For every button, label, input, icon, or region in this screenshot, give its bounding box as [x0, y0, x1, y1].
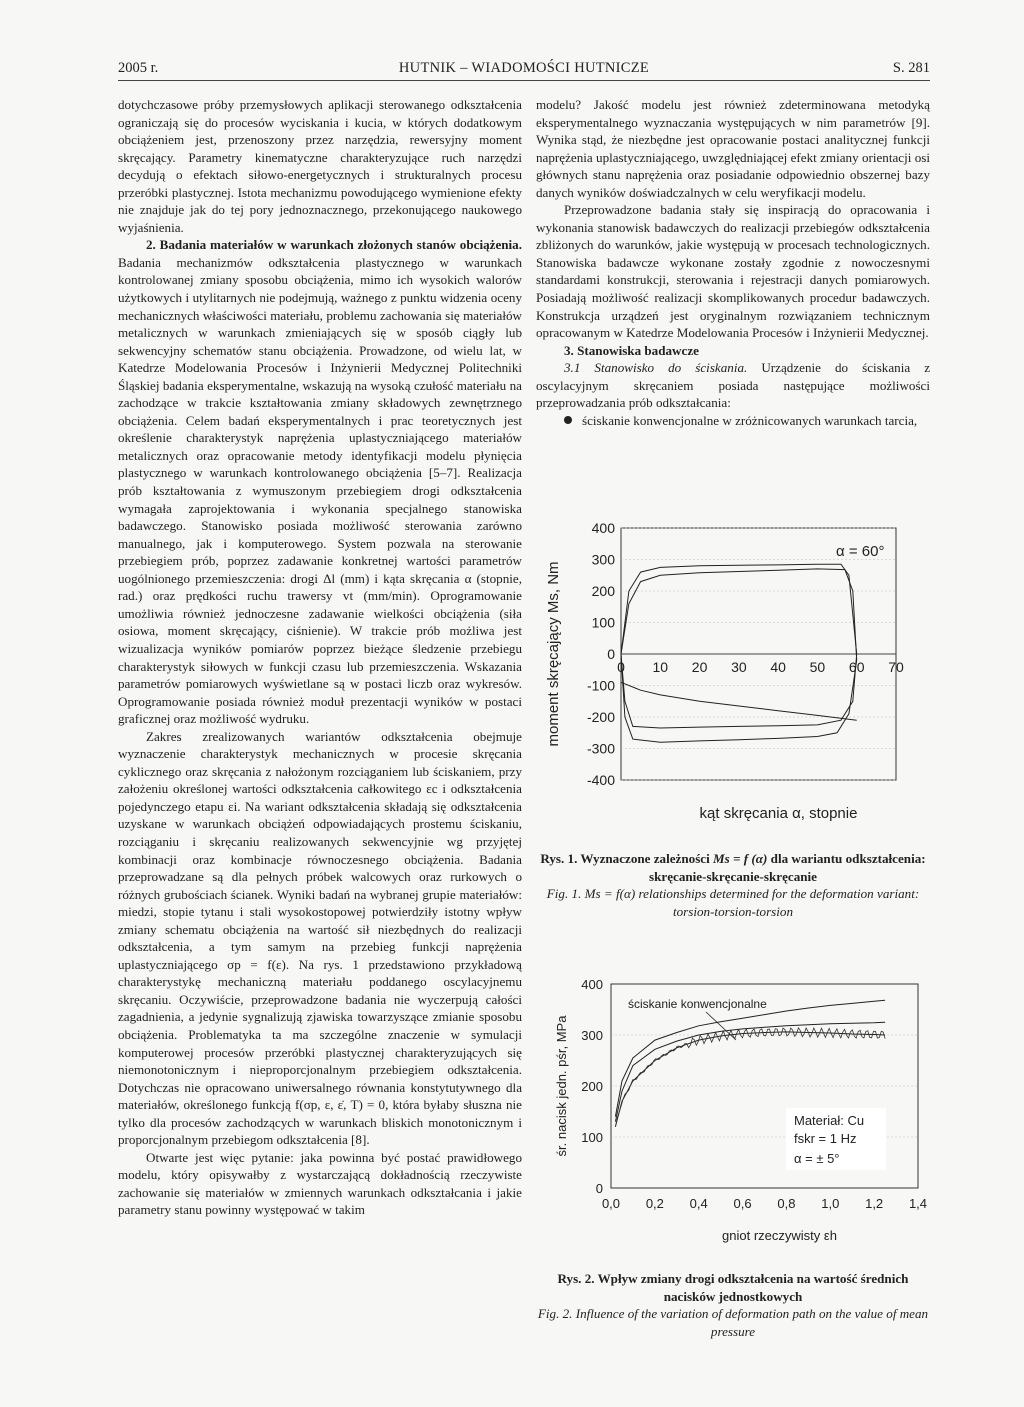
x-tick-label: 50: [809, 659, 826, 675]
x-tick-label: 0: [617, 659, 625, 675]
header-year: 2005 r.: [118, 60, 159, 76]
y-tick-label: 300: [591, 551, 615, 568]
page-header: [118, 58, 930, 81]
figure-1-caption-pl: Rys. 1. Wyznaczone zależności Ms = f (α) dla wariantu odkształcenia: skręcanie-skręcanie-skręcanie: [540, 851, 926, 884]
y-axis-label: moment skręcający Ms, Nm: [545, 561, 562, 747]
y-tick-label: 100: [581, 1130, 603, 1145]
figure-2-chart: [536, 968, 936, 1268]
figure-2-caption-pl: Rys. 2. Wpływ zmiany drogi odkształcenia na wartość średnich nacisków jednostkowych: [557, 1271, 909, 1304]
data-series-line: [621, 682, 857, 720]
data-series-line: [621, 569, 857, 660]
paragraph: modelu? Jakość modelu jest również zdeterminowana metodyką eksperymentalnego wyznaczania występujących w nim parametrów [9]. Wynika stąd, że niezbędne jest opracowanie postaci analitycznej funkcji naprężenia uplastyczniającego, uwzględniającej efekt zmiany orientacji osi głównych stanu naprężenia oraz posiadanie odpowiednio obszernej bazy danych wyników doświadczalnych w celu weryfikacji modelu.: [536, 97, 930, 200]
bullet-item: ściskanie konwencjonalne w zróżnicowanych warunkach tarcia,: [536, 412, 930, 430]
paragraph: dotychczasowe próby przemysłowych aplikacji sterowanego odkształcenia ograniczają się do procesów wyciskania i kucia, w których dodatkowym obciążeniem jest, przenoszony przez narzędzia, rewersyjny moment skręcający. Parametry kinematyczne charakteryzujące ruch narzędzi decydują o efektach siłowo-energetycznych i strukturalnych procesu przeróbki plastycznej. Istota mechanizmu powodującego wymienione efekty nie znajduje jak do tej pory jednoznacznego, przekonującego naukowego wyjaśnienia.: [118, 97, 522, 235]
y-axis-label: śr. nacisk jedn. pśr, MPa: [554, 1015, 569, 1157]
bullet-icon: [564, 416, 572, 424]
x-tick-label: 60: [848, 659, 865, 675]
figure-1-chart: [536, 510, 936, 850]
x-tick-label: 1,0: [821, 1196, 840, 1211]
x-tick-label: 20: [691, 659, 708, 675]
y-tick-label: 0: [595, 1181, 603, 1196]
annotation-frequency: fskr = 1 Hz: [794, 1131, 857, 1146]
x-tick-label: 0,0: [601, 1196, 621, 1211]
x-tick-label: 0,8: [777, 1196, 796, 1211]
section-3-title: 3. Stanowiska badawcze: [564, 342, 699, 358]
header-journal: HUTNIK – WIADOMOŚCI HUTNICZE: [398, 60, 650, 76]
x-tick-label: 0,4: [689, 1196, 708, 1211]
annotation-amplitude: α = ± 5°: [794, 1151, 840, 1166]
x-tick-label: 30: [731, 659, 747, 675]
y-tick-label: -300: [586, 740, 615, 757]
x-tick-label: 40: [770, 659, 786, 675]
x-tick-label: 1,2: [865, 1196, 884, 1211]
y-tick-label: 200: [581, 1079, 603, 1094]
annotation-alpha: α = 60°: [836, 543, 885, 560]
x-axis-label: kąt skręcania α, stopnie: [699, 805, 858, 822]
data-series-line: [621, 564, 857, 654]
figure-2-caption: [536, 1270, 930, 1340]
annotation-material: Materiał: Cu: [794, 1113, 865, 1128]
y-tick-label: -400: [586, 772, 615, 788]
section-2-title: 2. Badania materiałów w warunkach złożonych stanów obciążenia.: [146, 237, 522, 253]
paragraph: Zakres zrealizowanych wariantów odkształcenia obejmuje wyznaczenie charakterystyk mechanicznych w procesie skręcania cyklicznego oraz skręcania z nałożonym rozciąganiem lub ściskaniem, przy założeniu określonej wartości odkształcenia całkowitego εc i odkształcenia pojedynczego etapu εi. Na wariant odkształcenia składają się odkształcenia uzyskane w warunkach obciążeń odpowiadających prostemu ściskaniu, rozciąganiu i skręcaniu realizowanych sekwencyjnie wg przyjętej kombinacji oraz kombinacje równoczesnego obciążenia. Badania przeprowadzane są dla pełnych próbek walcowych oraz rurkowych o różnych grubościach ścianek. Wyniki badań na wybranej grupie materiałów: miedzi, stopie tytanu i stali wysokostopowej potwierdziły istotny wpływ zmiany schematu obciążenia na wartość sił niezbędnych do realizacji odkształcenia, a tym samym na przebieg funkcji naprężenia uplastyczniającego σp = f(ε). Na rys. 1 przedstawiono przykładową charakterystykę mechaniczną materiału poddanego oscylacyjnemu skręcaniu. Oczywiście, przeprowadzone badania nie wyczerpują całości zagadnienia, a jedynie sygnalizują zjawiska towarzyszące zmianie sposobu obciążenia. Problematyka ta ma szczególne znaczenie w symulacji komputerowej procesów przeróbki plastycznej charakteryzujących się niemonotonicznym i nieproporcjonalnym przebiegiem odkształcenia. Dotychczas nie opracowano uniwersalnego równania konstytutywnego dla materiałów, określonego funkcją f(σp, ε, ε̇, T) = 0, która byłaby słuszna nie tylko dla procesów zachodzących w warunkach bliskich monotonicznym i proporcjonalnym przebiegom odkształcenia [8].: [118, 728, 522, 1148]
y-tick-label: 400: [581, 977, 603, 992]
header-page-number: S. 281: [892, 60, 930, 76]
paragraph: Przeprowadzone badania stały się inspiracją do opracowania i wykonania stanowisk badawczych do realizacji przebiegów odkształcenia zbliżonych do warunków, jakie występują w procesach technologicznych. Stanowiska badawcze wykonane zostały zgodnie z nowoczesnymi standardami konstrukcji, sterowania i rejestracji danych pomiarowych. Posiadają możliwość realizacji skomplikowanych procedur badawczych. Konstrukcja urządzeń jest oryginalnym rozwiązaniem technicznym opracowanym w Katedrze Modelowania Procesów i Inżynierii Medycznej.: [536, 202, 930, 341]
figure-1-caption: [536, 850, 930, 920]
figure-1-caption-en: Fig. 1. Ms = f(α) relationships determined for the deformation variant: torsion-torsion-torsion: [546, 886, 920, 919]
x-axis-label: gniot rzeczywisty εh: [722, 1228, 837, 1243]
annotation-conventional: ściskanie konwencjonalne: [628, 997, 767, 1011]
section-2-text: Badania mechanizmów odkształcenia plastycznego w warunkach kontrolowanej zmiany sposobu obciążenia, mimo ich wysokich walorów użytkowych i utylitarnych nie podejmują, ważnego z punktu widzenia oceny mechanicznych właściwości materiału, problemu zachowania się materiałów metalicznych w warunkach zmieniających się w sposób ciągły lub sekwencyjny schematów stanu obciążenia. Prowadzone, od wielu lat, w Katedrze Modelowania Procesów i Inżynierii Medycznej Politechniki Śląskiej badania eksperymentalne, wskazują na wysoką czułość materiału na zachodzące w trakcie kształtowania zmiany składowych zewnętrznego obciążenia. Celem badań eksperymentalnych i prac teoretycznych jest określenie charakterystyk naprężenia uplastyczniającego materiałów metalicznych oraz opracowanie metody identyfikacji modelu płynięcia plastycznego w warunkach kontrolowanego obciążenia [5–7]. Realizacja prób kształtowania z wymuszonym przebiegiem drogi odkształcenia wymagała zaprojektowania i wykonania specjalnego stanowiska badawczego. Stanowisko posiada możliwość sterowania zarówno manualnego, jak i komputerowego. System pozwala na sterowanie przebiegiem prób, poprzez zadawanie konkretnej wartości parametrów uogólnionego przemieszczenia: drogi Δl (mm) i kąta skręcania α (stopnie, rad.) oraz prędkości ruchu trawersy vt (mm/min). Oprogramowanie umożliwia również jednoczesne zadawanie wielkości obciążenia (siła osiowa, moment skręcający, ciśnienie). W trakcie prób możliwa jest wizualizacja wyników pomiarów poprzez bieżące śledzenie przebiegu charakterystyk siłowych w funkcji czasu lub przemieszczenia. Wskazania parametrów pomiarowych wyświetlane są w postaci liczb oraz wykresów. Oprogramowanie posiada również moduł prezentacji wyników w postaci graficznej oraz możliwość wydruku.: [118, 254, 522, 727]
y-tick-label: 400: [591, 520, 615, 536]
x-tick-label: 0,2: [645, 1196, 664, 1211]
y-tick-label: 100: [591, 614, 615, 631]
y-tick-label: -100: [586, 677, 615, 694]
x-tick-label: 1,4: [908, 1196, 928, 1211]
paragraph-section-2: [118, 236, 522, 727]
y-tick-label: 0: [607, 646, 615, 662]
figure-2-caption-en: Fig. 2. Influence of the variation of deformation path on the value of mean pressure: [537, 1306, 929, 1339]
subsection-3-1-title: 3.1 Stanowisko do ściskania.: [564, 360, 748, 376]
paragraph-3-1: 3.1 Stanowisko do ściskania. Urządzenie do ściskania z oscylacyjnym skręcaniem posiada następujące możliwości przeprowadzania prób odkształcania:: [536, 360, 931, 411]
paragraph: Otwarte jest więc pytanie: jaka powinna być postać prawidłowego modelu, który opisywałby z wystarczającą dokładnością rzeczywiste zachowanie się materiałów w zmiennych warunkach odkształcania i jakie parametry stanu powinny występować w takim: [118, 1149, 522, 1218]
left-column: [118, 96, 522, 1346]
y-tick-label: 300: [581, 1028, 603, 1043]
x-tick-label: 0,6: [733, 1196, 752, 1211]
x-tick-label: 70: [888, 659, 904, 675]
y-tick-label: 200: [591, 583, 615, 599]
right-column: [536, 96, 930, 496]
y-tick-label: -200: [586, 709, 615, 725]
x-tick-label: 10: [652, 659, 669, 675]
